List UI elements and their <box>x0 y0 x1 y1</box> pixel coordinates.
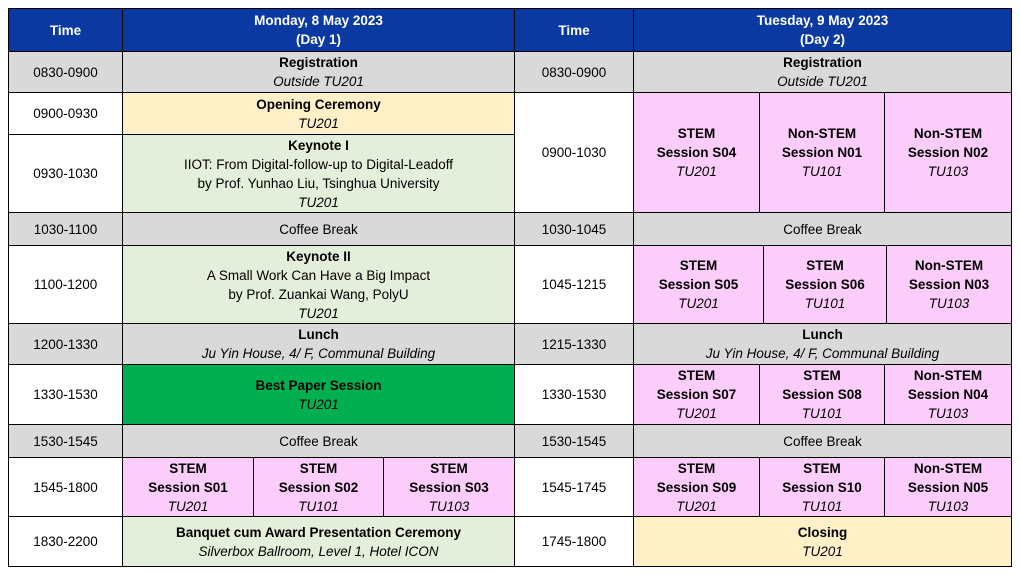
day1-time-cell <box>8 457 123 517</box>
session-type: Non-STEM <box>913 460 983 476</box>
time-label: 1530-1545 <box>33 433 98 449</box>
header-day2 <box>633 8 1012 52</box>
day1-coffee-break <box>122 424 515 458</box>
day1-date: Monday, 8 May 2023 <box>254 13 383 28</box>
session-name: Session S04 <box>656 145 737 160</box>
day1-time-cell <box>8 245 123 324</box>
event-title: Opening Ceremony <box>256 96 381 112</box>
session-cell <box>759 92 885 213</box>
event-title: Coffee Break <box>783 433 862 449</box>
session-type: Non-STEM <box>787 126 857 141</box>
session-name: Session S01 <box>148 479 228 495</box>
session-type: Non-STEM <box>913 126 983 141</box>
session-cell <box>383 457 515 517</box>
day1-best-paper-session <box>122 364 515 425</box>
time-label: 1215-1330 <box>541 336 607 352</box>
event-title: Keynote I <box>288 137 349 153</box>
session-name: Session S06 <box>785 277 865 292</box>
session-venue: TU101 <box>804 296 846 311</box>
day2-time-cell <box>514 516 634 567</box>
session-name: Session S08 <box>782 387 862 402</box>
session-venue: TU103 <box>927 164 969 179</box>
session-venue: TU201 <box>676 164 717 179</box>
event-title: Lunch <box>298 327 339 342</box>
session-cell <box>633 457 760 517</box>
session-venue: TU201 <box>676 406 717 421</box>
time-label: 1330-1530 <box>33 387 98 402</box>
day2-coffee-break <box>633 212 1012 246</box>
session-name: Session S07 <box>656 387 737 402</box>
keynote-talk-title: IIOT: From Digital-follow-up to Digital-Leadoff <box>183 156 454 172</box>
time-label: 1200-1330 <box>33 336 98 352</box>
header-time-day2 <box>514 8 634 52</box>
session-name: Session S03 <box>409 479 489 495</box>
session-venue: TU201 <box>167 498 209 514</box>
day1-lunch <box>122 323 515 365</box>
session-name: Session S09 <box>656 479 737 495</box>
event-venue: Ju Yin House, 4/ F, Communal Building <box>705 346 940 361</box>
time-label: 1100-1200 <box>33 277 98 292</box>
session-type: Non-STEM <box>914 258 984 273</box>
session-cell <box>884 364 1012 425</box>
session-venue: TU201 <box>678 296 719 311</box>
session-cell <box>253 457 384 517</box>
day1-registration <box>122 51 515 93</box>
day2-time-cell <box>514 323 634 365</box>
day2-date: Tuesday, 9 May 2023 <box>756 13 889 28</box>
session-type: STEM <box>677 368 716 383</box>
event-title: Registration <box>783 55 862 70</box>
day1-banquet <box>122 516 515 567</box>
day1-time-cell <box>8 424 123 458</box>
session-cell <box>763 245 887 324</box>
time-label: 0830-0900 <box>33 64 98 80</box>
day2-lunch <box>633 323 1012 365</box>
event-venue: Outside TU201 <box>273 74 364 89</box>
session-name: Session N04 <box>907 387 989 402</box>
day1-time-cell <box>8 212 123 246</box>
session-venue: TU101 <box>801 406 843 421</box>
session-cell <box>884 457 1012 517</box>
day1-opening-ceremony <box>122 92 515 135</box>
event-venue: TU201 <box>298 115 339 131</box>
time-label: 0900-1030 <box>541 145 607 160</box>
day2-time-cell <box>514 457 634 517</box>
session-cell <box>633 364 760 425</box>
session-name: Session N02 <box>907 145 989 160</box>
day2-coffee-break <box>633 424 1012 458</box>
time-label: 0830-0900 <box>541 64 607 80</box>
session-venue: TU103 <box>927 406 969 421</box>
session-venue: TU101 <box>801 164 843 179</box>
event-venue: Silverbox Ballroom, Level 1, Hotel ICON <box>198 543 439 559</box>
day2-time-cell <box>514 51 634 93</box>
day2-closing <box>633 516 1012 567</box>
time-label: 1545-1745 <box>541 479 607 495</box>
day1-keynote-2 <box>122 245 515 324</box>
day1-time-cell <box>8 51 123 93</box>
time-label: 1330-1530 <box>541 387 607 402</box>
session-venue: TU103 <box>928 296 970 311</box>
time-label: 1745-1800 <box>541 534 607 549</box>
session-cell <box>122 457 254 517</box>
day1-time-cell <box>8 516 123 567</box>
event-venue: TU201 <box>298 396 339 412</box>
keynote-speaker: by Prof. Yunhao Liu, Tsinghua University <box>197 175 440 191</box>
time-label: 1530-1545 <box>541 433 607 449</box>
event-title: Lunch <box>802 327 843 342</box>
session-type: STEM <box>803 368 841 383</box>
session-type: STEM <box>677 126 716 141</box>
event-title: Keynote II <box>286 248 351 264</box>
event-title: Best Paper Session <box>255 377 382 393</box>
session-type: STEM <box>806 258 844 273</box>
session-type: STEM <box>169 460 207 476</box>
session-cell <box>633 92 760 213</box>
day1-label: (Day 1) <box>295 32 341 47</box>
session-type: STEM <box>677 460 716 476</box>
day2-time-cell <box>514 364 634 425</box>
event-venue: TU201 <box>802 543 843 559</box>
session-type: STEM <box>803 460 841 476</box>
session-type: STEM <box>299 460 338 476</box>
day1-time-cell <box>8 323 123 365</box>
session-name: Session S02 <box>278 479 359 495</box>
session-cell <box>759 364 885 425</box>
header-time-label: Time <box>558 22 590 38</box>
time-label: 0900-0930 <box>33 106 98 121</box>
session-name: Session N03 <box>908 277 990 292</box>
day1-time-cell <box>8 92 123 135</box>
session-venue: TU103 <box>927 498 969 514</box>
session-cell <box>633 245 764 324</box>
day2-time-cell <box>514 92 634 213</box>
day1-coffee-break <box>122 212 515 246</box>
session-venue: TU201 <box>676 498 717 514</box>
session-cell <box>759 457 885 517</box>
session-name: Session N05 <box>907 479 989 495</box>
time-label: 1545-1800 <box>33 479 98 495</box>
time-label: 1830-2200 <box>33 534 98 549</box>
session-name: Session S10 <box>782 479 862 495</box>
session-name: Session S05 <box>658 277 739 292</box>
session-type: Non-STEM <box>913 368 983 383</box>
session-type: STEM <box>430 460 468 476</box>
day2-time-cell <box>514 212 634 246</box>
time-label: 0930-1030 <box>33 166 98 181</box>
time-label: 1030-1100 <box>33 221 98 237</box>
event-title: Coffee Break <box>279 433 358 449</box>
session-venue: TU101 <box>298 498 339 514</box>
day2-registration <box>633 51 1012 93</box>
event-title: Banquet cum Award Presentation Ceremony <box>175 524 462 540</box>
event-venue: Outside TU201 <box>777 74 868 89</box>
time-label: 1045-1215 <box>541 277 607 292</box>
event-venue: Ju Yin House, 4/ F, Communal Building <box>201 346 436 361</box>
keynote-speaker: by Prof. Zuankai Wang, PolyU <box>228 286 409 302</box>
session-name: Session N01 <box>781 145 863 160</box>
keynote-talk-title: A Small Work Can Have a Big Impact <box>206 267 431 283</box>
day2-label: (Day 2) <box>799 32 845 47</box>
day2-time-cell <box>514 424 634 458</box>
session-venue: TU103 <box>428 498 470 514</box>
time-label: 1030-1045 <box>541 221 607 237</box>
day1-time-cell <box>8 134 123 213</box>
event-title: Closing <box>797 524 848 540</box>
event-title: Registration <box>279 55 358 70</box>
day1-time-cell <box>8 364 123 425</box>
event-venue: TU201 <box>298 305 339 321</box>
day1-keynote-1 <box>122 134 515 213</box>
header-day1 <box>122 8 515 52</box>
day2-time-cell <box>514 245 634 324</box>
session-venue: TU101 <box>801 498 843 514</box>
session-type: STEM <box>679 258 718 273</box>
event-venue: TU201 <box>298 194 339 210</box>
session-cell <box>884 92 1012 213</box>
header-time-label: Time <box>49 22 82 38</box>
event-title: Coffee Break <box>783 221 862 237</box>
event-title: Coffee Break <box>279 221 358 237</box>
session-cell <box>886 245 1012 324</box>
conference-schedule-table <box>8 8 1012 567</box>
header-time-day1 <box>8 8 123 52</box>
